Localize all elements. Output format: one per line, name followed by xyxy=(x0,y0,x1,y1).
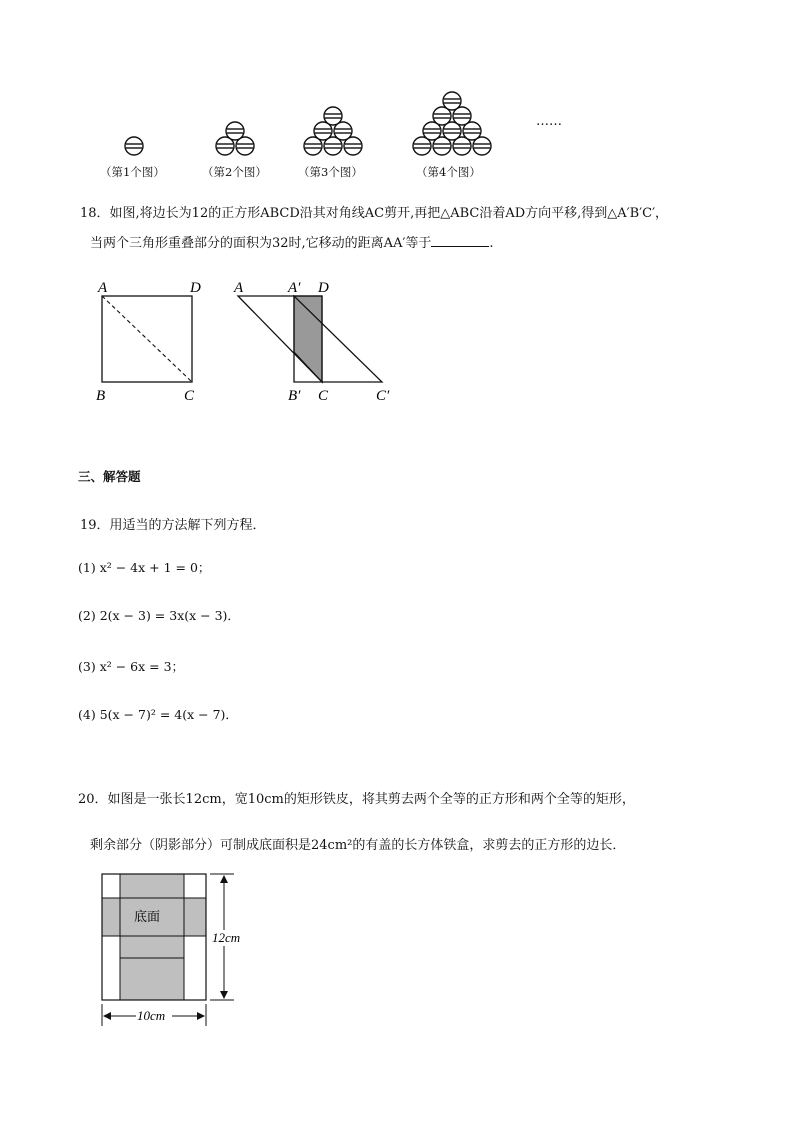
label-D: D xyxy=(318,280,329,296)
q18-line1: 18．如图,将边长为12的正方形ABCD沿其对角线AC剪开,再把△ABC沿着AD方向平移,得到△A′B′C′， xyxy=(80,206,669,221)
q20-sheet-figure xyxy=(92,868,252,1034)
caption-figure-2: （第2个图） xyxy=(202,165,267,179)
equation: 2(x − 3) = 3x(x − 3)． xyxy=(99,608,240,623)
label-B-prime: B′ xyxy=(288,388,301,404)
q19-item-3 xyxy=(78,657,184,675)
q18-translation-figure xyxy=(228,278,408,404)
shaded-middle xyxy=(120,936,184,958)
item-number: (1) xyxy=(78,560,96,575)
pattern-circle xyxy=(125,137,143,155)
diagonal-ac xyxy=(102,296,192,382)
label-A: A xyxy=(98,280,108,296)
q19-stem: 19．用适当的方法解下列方程． xyxy=(80,518,266,533)
label-C: C xyxy=(318,388,329,404)
q18-line2 xyxy=(90,232,494,251)
caption-figure-4: （第4个图） xyxy=(416,165,481,179)
q19-item-2 xyxy=(78,606,240,624)
circle-pattern-figures xyxy=(0,60,794,170)
item-number: (4) xyxy=(78,707,96,722)
q18-line2-text: 当两个三角形重叠部分的面积为32时,它移动的距离AA′等于 xyxy=(90,236,432,251)
height-label: 12cm xyxy=(212,930,241,945)
shaded-bottom xyxy=(120,958,184,1000)
q20-line2: 剩余部分（阴影部分）可制成底面积是24cm²的有盖的长方体铁盒，求剪去的正方形的边长． xyxy=(90,838,626,853)
caption-figure-3: （第3个图） xyxy=(298,165,363,179)
width-label: 10cm xyxy=(137,1008,166,1023)
pattern-circle xyxy=(226,122,244,140)
label-A: A xyxy=(234,280,244,296)
equation: x² − 4x + 1 = 0； xyxy=(99,560,211,575)
item-number: (3) xyxy=(78,659,96,674)
label-C: C xyxy=(184,388,195,404)
label-C-prime: C′ xyxy=(376,388,390,404)
equation: x² − 6x = 3； xyxy=(99,659,185,674)
caption-figure-1: （第1个图） xyxy=(100,165,165,179)
q18-answer-blank xyxy=(431,234,489,247)
label-B: B xyxy=(96,388,106,404)
q19-item-1 xyxy=(78,558,210,576)
q20-line1: 20．如图是一张长12cm，宽10cm的矩形铁皮，将其剪去两个全等的正方形和两个全等的矩形， xyxy=(78,792,635,807)
q19-item-4 xyxy=(78,705,238,723)
item-number: (2) xyxy=(78,608,96,623)
q18-square-figure xyxy=(92,278,212,404)
label-A-prime: A′ xyxy=(288,280,301,296)
base-label: 底面 xyxy=(134,910,161,925)
pattern-circle xyxy=(443,92,461,110)
pattern-ellipsis: …… xyxy=(536,114,562,129)
pattern-circle xyxy=(324,107,342,125)
q18-line2-end: . xyxy=(489,236,494,251)
section-title: 三、解答题 xyxy=(78,469,141,484)
shaded-top xyxy=(120,874,184,898)
label-D: D xyxy=(190,280,201,296)
equation: 5(x − 7)² = 4(x − 7)． xyxy=(99,707,238,722)
